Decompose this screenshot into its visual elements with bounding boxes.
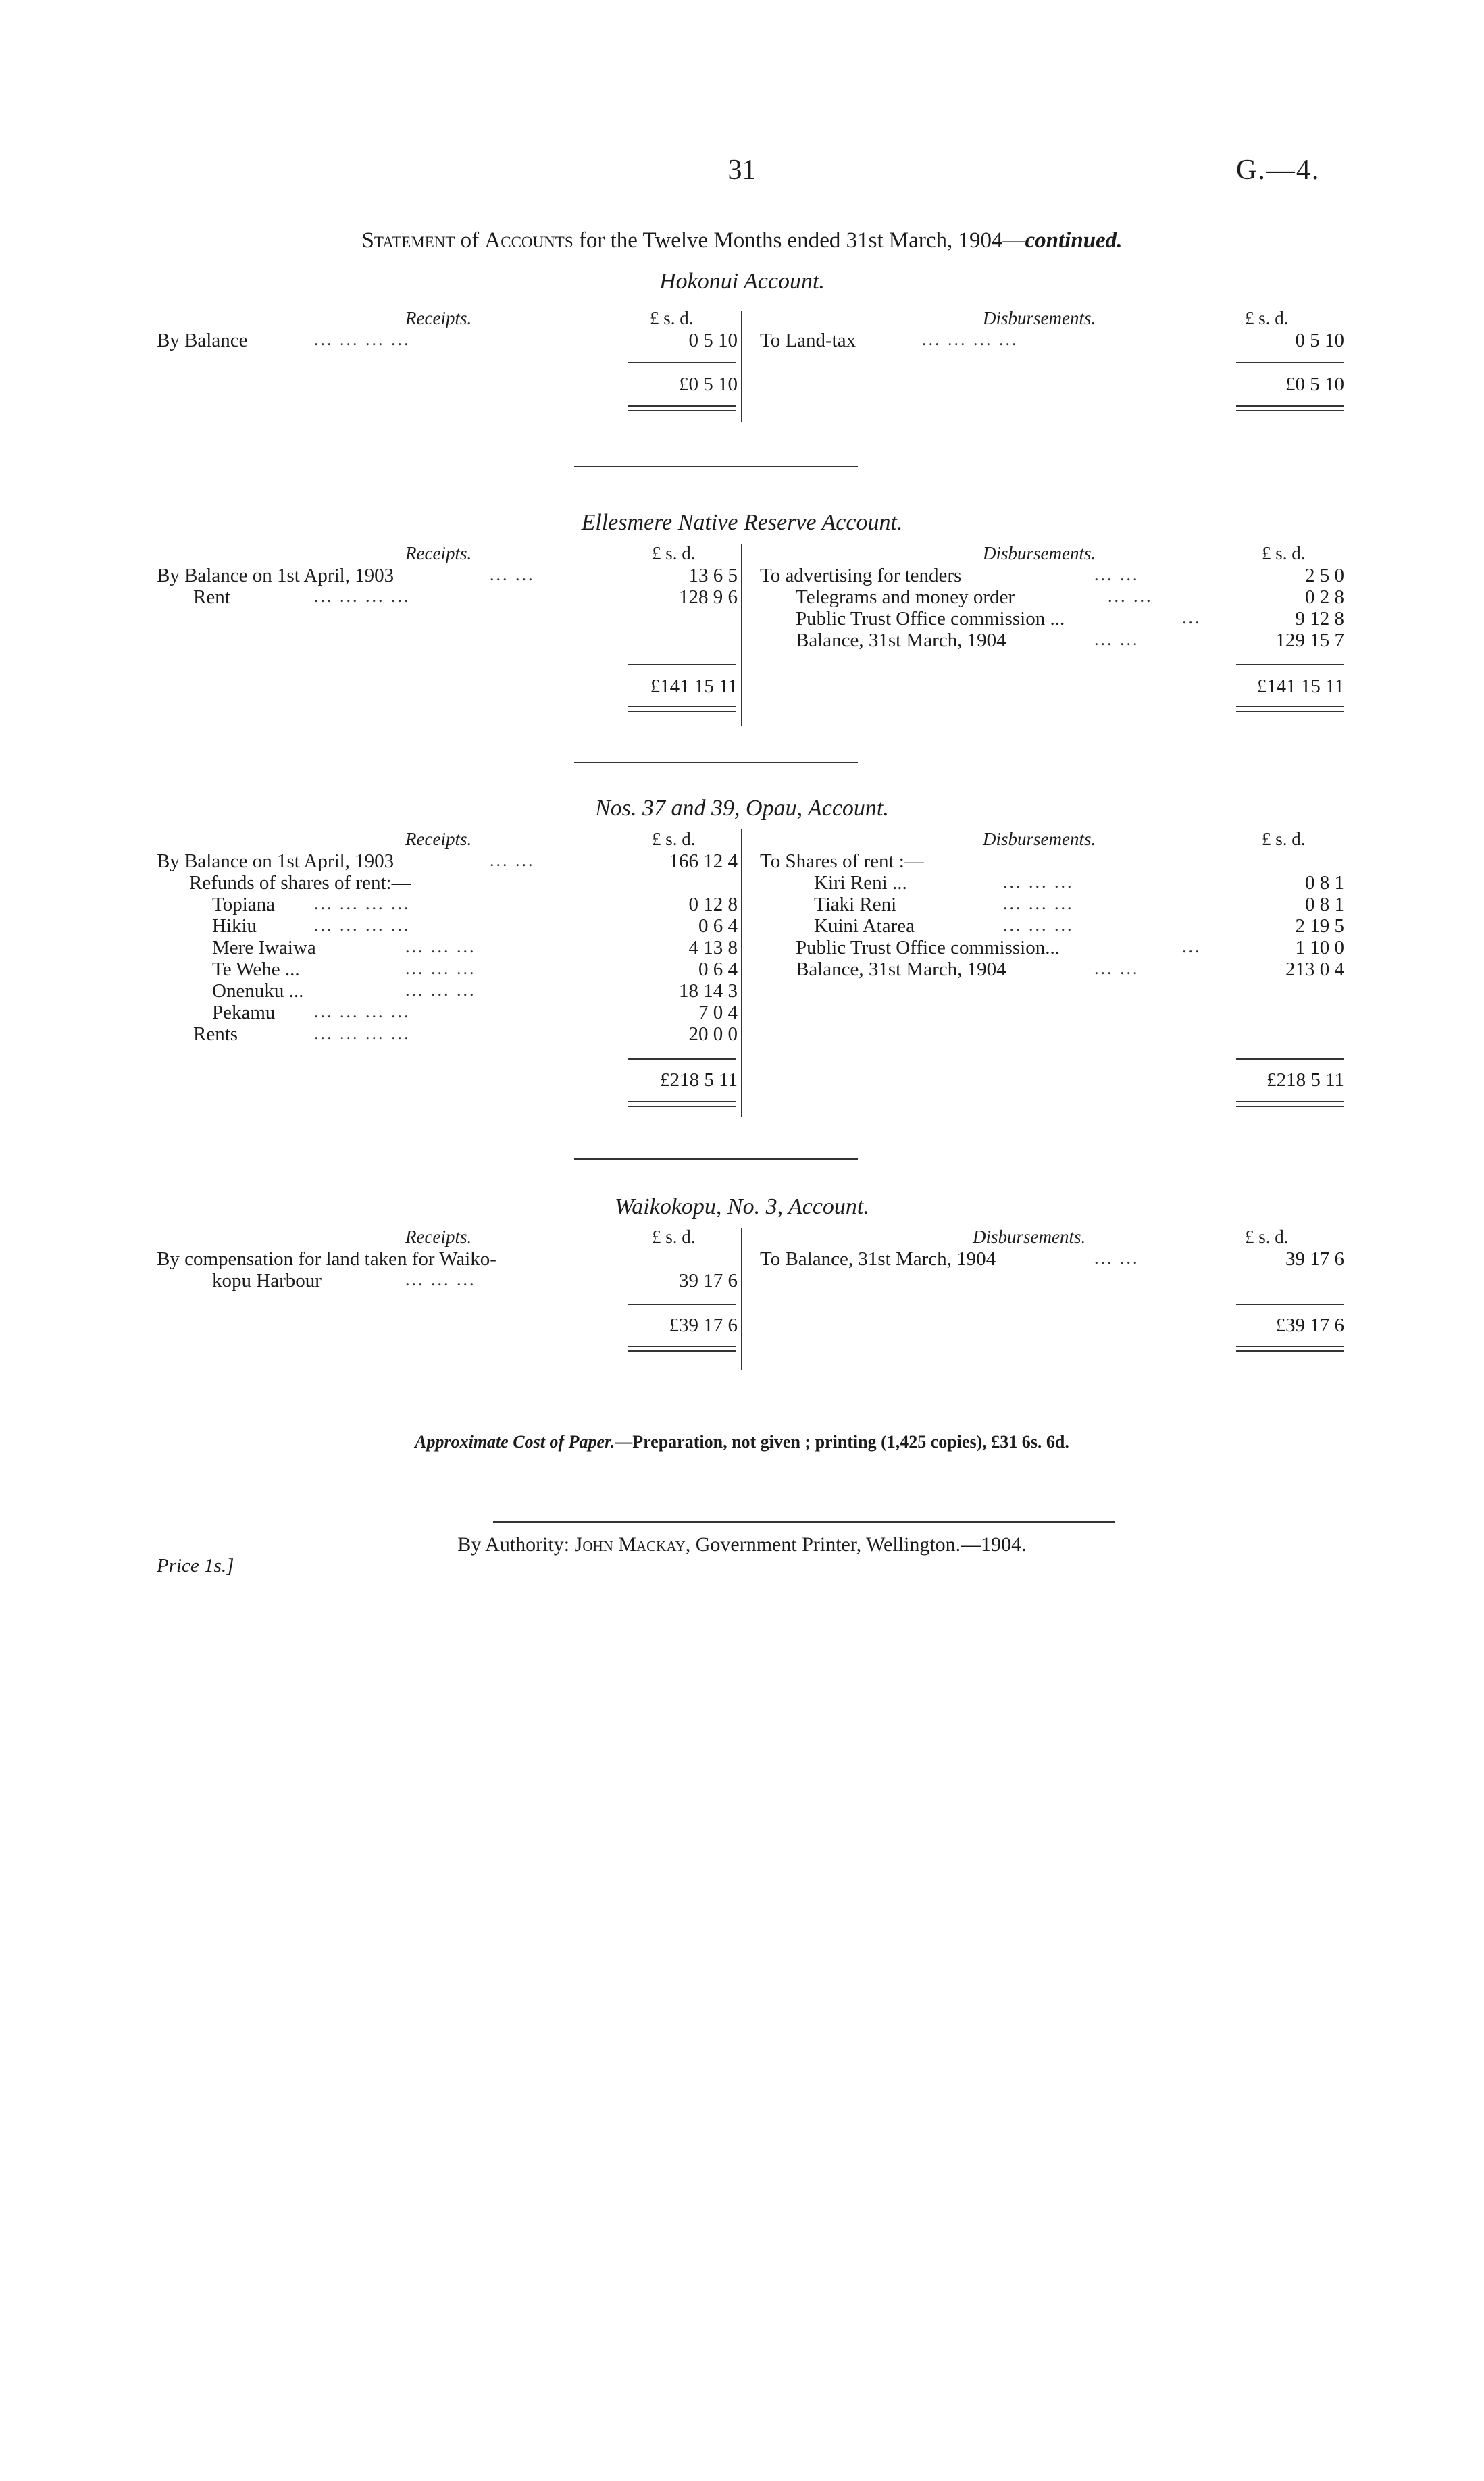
- leader-dots: ... ...: [1094, 565, 1140, 584]
- total-rule: [628, 1058, 736, 1060]
- leader-dots: ...: [1182, 608, 1202, 628]
- opau-disb-row: To Shares of rent :—: [760, 850, 924, 872]
- hokonui-disb-total: £0 5 10: [1285, 374, 1344, 395]
- opau-disb-lsd: £ s. d.: [1262, 829, 1306, 849]
- ellesmere-disb-row: To advertising for tenders: [760, 565, 962, 586]
- hokonui-divider: [741, 311, 742, 422]
- opau-disb-header: Disbursements.: [983, 829, 1096, 849]
- waikokopu-receipt-row: By compensation for land taken for Waiko-: [157, 1248, 496, 1270]
- opau-title: Nos. 37 and 39, Opau, Account.: [595, 796, 889, 821]
- opau-receipt-row: Topiana: [212, 894, 275, 915]
- opau-receipt-row: Mere Iwaiwa: [212, 937, 316, 958]
- heading-period: for the Twelve Months ended 31st March, 1904—: [573, 228, 1025, 253]
- ellesmere-disb-amount: 0 2 8: [1305, 586, 1344, 608]
- double-rule: [1236, 1101, 1344, 1107]
- total-rule: [628, 664, 736, 665]
- opau-disb-amount: 1 10 0: [1295, 937, 1344, 958]
- leader-dots: ... ... ...: [1003, 872, 1074, 892]
- hokonui-disb-amount: 0 5 10: [1295, 330, 1344, 351]
- ellesmere-receipts-lsd: £ s. d.: [652, 543, 696, 563]
- opau-receipt-amount: 20 0 0: [688, 1023, 738, 1045]
- ellesmere-receipt-amount: 13 6 5: [688, 565, 738, 586]
- opau-receipts-lsd: £ s. d.: [652, 829, 696, 849]
- opau-disb-amount: 2 19 5: [1295, 915, 1344, 937]
- ellesmere-title: Ellesmere Native Reserve Account.: [581, 510, 903, 535]
- opau-receipt-row: Rents: [193, 1023, 238, 1045]
- opau-receipt-amount: 7 0 4: [698, 1002, 738, 1023]
- double-rule: [628, 405, 736, 411]
- opau-disb-row: Balance, 31st March, 1904: [796, 958, 1006, 980]
- ellesmere-receipts-total: £141 15 11: [650, 675, 738, 697]
- opau-receipt-row: Hikiu: [212, 915, 257, 937]
- waikokopu-title: Waikokopu, No. 3, Account.: [615, 1194, 869, 1219]
- leader-dots: ... ... ... ...: [922, 330, 1019, 349]
- opau-disb-amount: 0 8 1: [1305, 872, 1344, 894]
- opau-receipt-row: Te Wehe ...: [212, 958, 300, 980]
- leader-dots: ... ... ... ...: [314, 894, 411, 913]
- waikokopu-receipts-total: £39 17 6: [669, 1314, 738, 1336]
- hokonui-receipts-total: £0 5 10: [679, 374, 738, 395]
- authority-prefix: By Authority:: [457, 1533, 575, 1556]
- section-separator: [574, 1158, 858, 1160]
- opau-disb-row: Kuini Atarea: [814, 915, 915, 937]
- leader-dots: ... ... ... ...: [314, 1023, 411, 1043]
- ellesmere-disb-total: £141 15 11: [1256, 675, 1344, 697]
- opau-receipt-row: Onenuku ...: [212, 980, 304, 1002]
- opau-receipt-amount: 166 12 4: [669, 850, 738, 872]
- ellesmere-disb-amount: 2 5 0: [1305, 565, 1344, 586]
- total-rule: [1236, 1304, 1344, 1305]
- opau-disb-amount: 0 8 1: [1305, 894, 1344, 915]
- opau-receipt-row: Pekamu: [212, 1002, 276, 1023]
- hokonui-receipts-lsd: £ s. d.: [650, 308, 694, 328]
- total-rule: [1236, 1058, 1344, 1060]
- total-rule: [1236, 362, 1344, 363]
- waikokopu-receipt-row: kopu Harbour: [212, 1270, 322, 1291]
- ellesmere-disb-header: Disbursements.: [983, 543, 1096, 563]
- opau-receipt-row: By Balance on 1st April, 1903: [157, 850, 394, 872]
- leader-dots: ... ... ...: [1003, 894, 1074, 913]
- leader-dots: ... ...: [1094, 958, 1140, 978]
- leader-dots: ... ... ...: [405, 1270, 476, 1289]
- total-rule: [628, 1304, 736, 1305]
- opau-receipt-amount: 0 12 8: [688, 894, 738, 915]
- leader-dots: ... ... ... ...: [314, 1002, 411, 1021]
- leader-dots: ... ... ...: [405, 980, 476, 1000]
- waikokopu-disb-row: To Balance, 31st March, 1904: [760, 1248, 996, 1270]
- waikokopu-disb-amount: 39 17 6: [1285, 1248, 1344, 1270]
- opau-disb-amount: 213 0 4: [1285, 958, 1344, 980]
- hokonui-receipts-header: Receipts.: [405, 308, 472, 328]
- hokonui-disb-lsd: £ s. d.: [1245, 308, 1289, 328]
- opau-receipt-amount: 0 6 4: [698, 958, 738, 980]
- total-rule: [1236, 664, 1344, 665]
- hokonui-disb-header: Disbursements.: [983, 308, 1096, 328]
- leader-dots: ... ...: [490, 850, 535, 870]
- hokonui-disb-row: To Land-tax: [760, 330, 856, 351]
- waikokopu-receipts-header: Receipts.: [405, 1227, 472, 1247]
- report-code: G.—4.: [1236, 155, 1321, 186]
- leader-dots: ... ...: [1094, 1248, 1140, 1268]
- ellesmere-receipts-header: Receipts.: [405, 543, 472, 563]
- heading-accounts: Accounts: [484, 228, 573, 253]
- opau-disb-row: Kiri Reni ...: [814, 872, 907, 894]
- leader-dots: ... ...: [1094, 630, 1140, 649]
- leader-dots: ... ... ...: [405, 958, 476, 978]
- leader-dots: ... ... ...: [405, 937, 476, 956]
- cost-label: Approximate Cost of Paper.: [415, 1432, 615, 1452]
- ellesmere-disb-lsd: £ s. d.: [1262, 543, 1306, 563]
- authority-line: [0, 1533, 1484, 1556]
- opau-disb-row: Tiaki Reni: [814, 894, 897, 915]
- double-rule: [628, 706, 736, 712]
- opau-receipts-total: £218 5 11: [660, 1069, 738, 1091]
- leader-dots: ... ...: [1108, 586, 1153, 606]
- hokonui-receipt-amount: 0 5 10: [688, 330, 738, 351]
- waikokopu-receipt-amount: 39 17 6: [679, 1270, 738, 1291]
- leader-dots: ... ... ... ...: [314, 915, 411, 935]
- authority-suffix: , Government Printer, Wellington.—1904.: [685, 1533, 1027, 1556]
- ellesmere-divider: [741, 544, 742, 726]
- printer-name: John Mackay: [574, 1533, 686, 1556]
- leader-dots: ... ...: [490, 565, 535, 584]
- waikokopu-disb-lsd: £ s. d.: [1245, 1227, 1289, 1247]
- opau-disb-row: Public Trust Office commission...: [796, 937, 1060, 958]
- section-separator: [574, 762, 858, 763]
- waikokopu-disb-header: Disbursements.: [973, 1227, 1086, 1247]
- ellesmere-disb-row: Public Trust Office commission ...: [796, 608, 1065, 630]
- double-rule: [628, 1346, 736, 1352]
- opau-receipt-amount: 0 6 4: [698, 915, 738, 937]
- section-separator: [574, 466, 858, 467]
- opau-receipt-amount: 18 14 3: [679, 980, 738, 1002]
- waikokopu-disb-total: £39 17 6: [1275, 1314, 1344, 1336]
- opau-receipt-row: Refunds of shares of rent:—: [189, 872, 411, 894]
- footer-rule: [493, 1521, 1115, 1523]
- ellesmere-disb-row: Telegrams and money order: [796, 586, 1015, 608]
- hokonui-title: Hokonui Account.: [659, 269, 825, 294]
- leader-dots: ... ... ...: [1003, 915, 1074, 935]
- double-rule: [1236, 706, 1344, 712]
- statement-heading: [0, 228, 1484, 253]
- page-number: 31: [727, 155, 757, 186]
- double-rule: [628, 1101, 736, 1107]
- leader-dots: ...: [1182, 937, 1202, 956]
- waikokopu-divider: [741, 1228, 742, 1370]
- double-rule: [1236, 1346, 1344, 1352]
- ellesmere-disb-amount: 129 15 7: [1275, 630, 1344, 651]
- price-note: Price 1s.]: [157, 1555, 234, 1577]
- ellesmere-disb-amount: 9 12 8: [1295, 608, 1344, 630]
- leader-dots: ... ... ... ...: [314, 330, 411, 349]
- heading-continued: continued.: [1025, 228, 1123, 253]
- opau-receipt-amount: 4 13 8: [688, 937, 738, 958]
- ellesmere-receipt-amount: 128 9 6: [679, 586, 738, 608]
- opau-divider: [741, 829, 742, 1117]
- waikokopu-receipts-lsd: £ s. d.: [652, 1227, 696, 1247]
- cost-of-paper-note: [0, 1432, 1484, 1452]
- hokonui-receipt-row: By Balance: [157, 330, 248, 351]
- ellesmere-receipt-row: Rent: [193, 586, 230, 608]
- ellesmere-disb-row: Balance, 31st March, 1904: [796, 630, 1006, 651]
- leader-dots: ... ... ... ...: [314, 586, 411, 606]
- double-rule: [1236, 405, 1344, 411]
- opau-disb-total: £218 5 11: [1266, 1069, 1344, 1091]
- cost-text: —Preparation, not given ; printing (1,425 copies), £31 6s. 6d.: [615, 1432, 1069, 1452]
- heading-statement: Statement: [361, 228, 455, 253]
- total-rule: [628, 362, 736, 363]
- opau-receipts-header: Receipts.: [405, 829, 472, 849]
- heading-of: of: [455, 228, 485, 253]
- ellesmere-receipt-row: By Balance on 1st April, 1903: [157, 565, 394, 586]
